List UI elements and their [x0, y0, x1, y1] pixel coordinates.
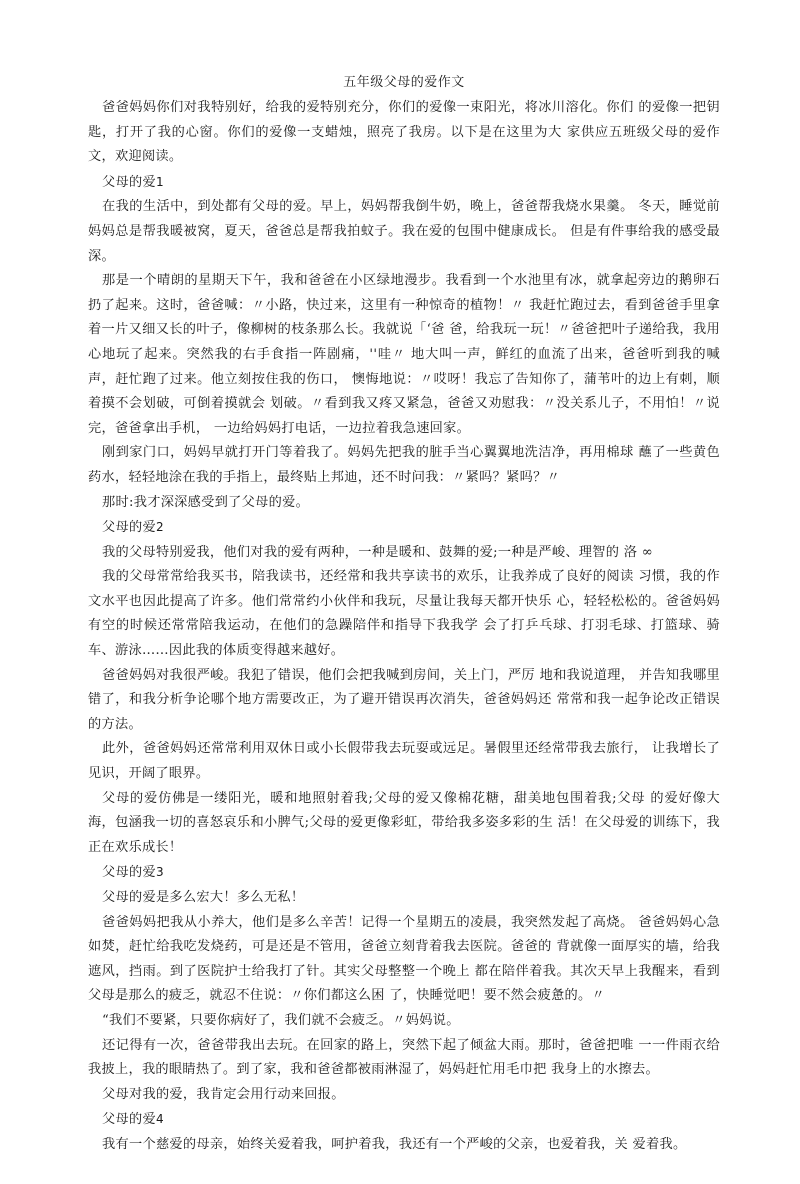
paragraph: 我有一个慈爱的母亲，始终关爱着我，呵护着我，我还有一个严峻的父亲，也爱着我，关 爱着我。: [102, 1136, 687, 1152]
paragraph: 父母的爱仿佛是一缕阳光，暖和地照射着我;父母的爱又像棉花糖，甜美地包围着我;父母 的爱好像大海，包涵我一切的喜怒哀乐和小脾气;父母的爱更像彩虹，带给我多姿多彩的生 活！在父母爱的训练下，我正在欢乐成长！: [88, 790, 720, 855]
section-heading: [88, 515, 720, 541]
section-heading-number: 1: [155, 174, 164, 189]
section-heading: [88, 170, 720, 196]
document-page: [88, 72, 720, 1158]
section-heading-label: 父母的爱: [102, 1112, 156, 1128]
paragraph: 在我的生活中，到处都有父母的爱。早上，妈妈帮我倒牛奶，晚上，爸爸帮我烧水果羹。 冬天，睡觉前妈妈总是帮我暖被窝，夏天，爸爸总是帮我拍蚊子。我在爱的包围中健康成长。 但是有件事给我的感受最深。: [88, 199, 720, 264]
section-heading-number: 4: [155, 1112, 164, 1127]
section-heading-label: 父母的爱: [102, 174, 156, 190]
paragraph: 我的父母常常给我买书，陪我读书，还经常和我共享读书的欢乐，让我养成了良好的阅读 习惯，我的作文水平也因此提高了许多。他们常常约小伙伴和我玩，尽量让我每天都开快乐 心，轻轻松松的。爸爸妈妈有空的时候还常常陪我运动，在他们的急躁陪伴和指导下我我学 会了打乒乓球、打羽毛球、打篮球、骑车、游泳……因此我的体质变得越来越好。: [88, 569, 720, 659]
paragraph: 爸爸妈妈对我很严峻。我犯了错误，他们会把我喊到房间，关上门，严厉 地和我说道理， 并告知我哪里错了，和我分析争论哪个地方需要改正，为了避开错误再次消失，爸爸妈妈还 常常和我一起争论改正错误的方法。: [88, 667, 720, 732]
section-heading-label: 父母的爱: [102, 865, 156, 881]
paragraph: 刚到家门口，妈妈早就打开门等着我了。妈妈先把我的脏手当心翼翼地洗洁净，再用棉球 蘸了一些黄色药水，轻轻地涂在我的手指上，最终贴上邦迪，还不时问我：〃紧吗？紧吗？〃: [88, 445, 720, 485]
paragraph: 此外，爸爸妈妈还常常利用双休日或小长假带我去玩耍或远足。暑假里还经常带我去旅行， 让我增长了见识，开阔了眼界。: [88, 741, 720, 782]
paragraph: 那是一个晴朗的星期天下午，我和爸爸在小区绿地漫步。我看到一个水池里有冰，就拿起旁边的鹅卵石扔了起来。这时，爸爸喊：〃小路，快过来，这里有一种惊奇的植物！〃 我赶忙跑过去，看到爸爸手里拿着一片又细又长的叶子，像柳树的枝条那么长。我就说「‘爸 爸，给我玩一玩！〃爸爸把叶子递给我，我用心地玩了起来。突然我的右手食指一阵剧痛，''哇〃 地大叫一声，鲜红的血流了出来，爸爸听到我的喊声，赶忙跑了过来。他立刻按住我的伤口， 懊悔地说：〃哎呀！我忘了告知你了，蒲苇叶的边上有刺，顺着摸不会划破，可倒着摸就会 划破。〃看到我又疼又紧急，爸爸又劝慰我：〃没关系儿子，不用怕！〃说完，爸爸拿出手机， 一边给妈妈打电话，一边拉着我急速回家。: [88, 273, 720, 436]
document-title: 五年级父母的爱作文: [343, 75, 465, 90]
paragraph: 我的父母特别爱我，他们对我的爱有两种，一种是暖和、鼓舞的爱;一种是严峻、理智的 洛 ∞: [102, 544, 654, 560]
section-heading-number: 3: [155, 865, 164, 880]
paragraph: 那时:我才深深感受到了父母的爱。: [102, 494, 310, 510]
section-heading: [88, 860, 720, 886]
paragraph: 爸爸妈妈你们对我特别好，给我的爱特别充分，你们的爱像一束阳光，将冰川溶化。你们 的爱像一把钥匙，打开了我的心窗。你们的爱像一支蜡烛，照亮了我房。以下是在这里为大 家供应五班级父母的爱作文，欢迎阅读。: [88, 100, 720, 165]
paragraph: “我们不要紧，只要你病好了，我们就不会疲乏。〃妈妈说。: [102, 1012, 460, 1028]
paragraph: 父母的爱是多么宏大！多么无私！: [102, 890, 305, 905]
document-body: [88, 96, 720, 1158]
section-heading-label: 父母的爱: [102, 520, 156, 536]
section-heading-number: 2: [155, 520, 164, 535]
paragraph: 爸爸妈妈把我从小养大，他们是多么辛苦！记得一个星期五的凌晨，我突然发起了高烧。 爸爸妈妈心急如焚，赶忙给我吃发烧药，可是还是不管用，爸爸立刻背着我去医院。爸爸的 背就像一面厚实的墙，给我遮风，挡雨。到了医院护士给我打了针。其实父母整整一个晚上 都在陪伴着我。其次天早上我醒来，看到父母是那么的疲乏，就忍不住说：〃你们都这么困 了，快睡觉吧！要不然会疲惫的。〃: [88, 914, 720, 1004]
paragraph: 还记得有一次，爸爸带我出去玩。在回家的路上，突然下起了倾盆大雨。那时，爸爸把唯 一一件雨衣给我披上，我的眼睛热了。到了家，我和爸爸都被雨淋湿了，妈妈赶忙用毛巾把 我身上的水擦去。: [88, 1037, 720, 1078]
section-heading: [88, 1107, 720, 1133]
paragraph: 父母对我的爱，我肯定会用行动来回报。: [102, 1086, 345, 1102]
